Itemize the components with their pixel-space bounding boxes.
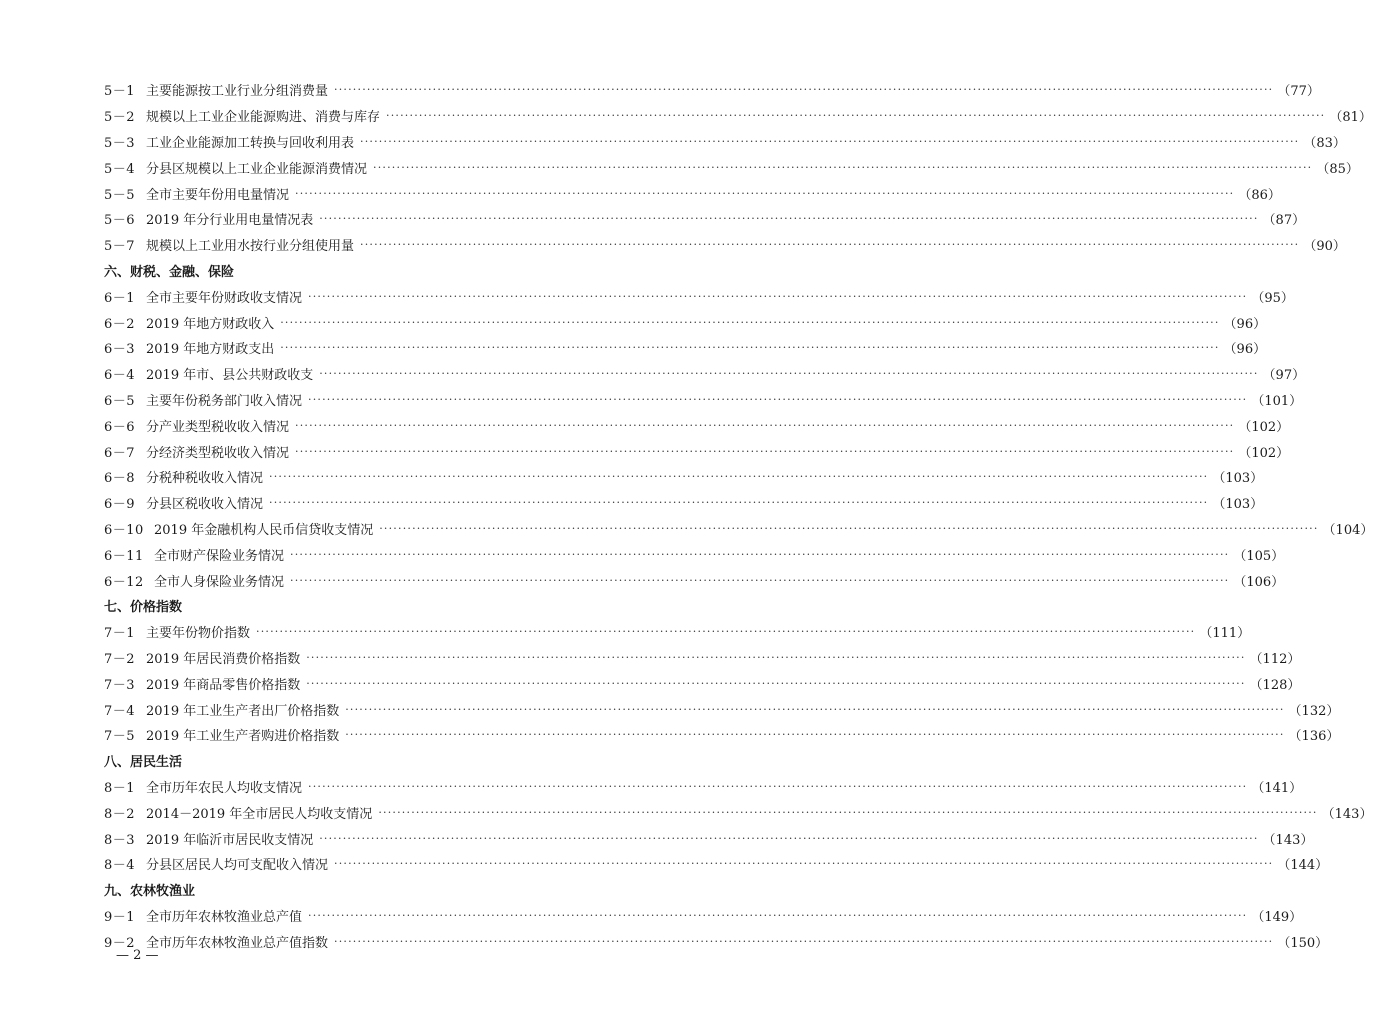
entry-number: 6－7 bbox=[104, 445, 136, 461]
entry-page-number: （96） bbox=[1223, 342, 1267, 358]
dot-leader: ········································································································································································································ bbox=[319, 831, 1259, 845]
entry-title: 全市主要年份用电量情况 bbox=[146, 187, 290, 203]
dot-leader: ········································································································································································································ bbox=[308, 908, 1248, 922]
dot-leader: ········································································································································································································ bbox=[334, 934, 1274, 948]
dot-leader: ········································································································································································································ bbox=[306, 676, 1246, 690]
entry-title: 全市人身保险业务情况 bbox=[154, 574, 285, 590]
entry-number: 6－11 bbox=[104, 548, 144, 564]
toc-entry[interactable] bbox=[104, 412, 1290, 438]
toc-entry[interactable] bbox=[104, 567, 1285, 593]
entry-page-number: （83） bbox=[1303, 135, 1346, 151]
dot-leader: ········································································································································································································ bbox=[334, 83, 1274, 97]
entry-title: 2014－2019 年全市居民人均收支情况 bbox=[146, 806, 373, 822]
entry-number: 5－7 bbox=[104, 239, 136, 255]
entry-page-number: （103） bbox=[1212, 497, 1264, 513]
entry-number: 5－3 bbox=[104, 135, 136, 151]
toc-entry[interactable] bbox=[104, 645, 1301, 671]
dot-leader: ········································································································································································································ bbox=[290, 573, 1230, 587]
entry-number: 7－1 bbox=[104, 626, 136, 642]
entry-page-number: （101） bbox=[1251, 393, 1303, 409]
entry-number: 7－2 bbox=[104, 651, 136, 667]
entry-page-number: （85） bbox=[1316, 161, 1359, 177]
entry-title: 2019 年金融机构人民币信贷收支情况 bbox=[154, 522, 374, 538]
entry-title: 2019 年市、县公共财政收支 bbox=[146, 368, 314, 384]
toc-entry[interactable] bbox=[104, 696, 1340, 722]
toc-entry[interactable] bbox=[104, 722, 1340, 748]
dot-leader: ········································································································································································································ bbox=[269, 496, 1209, 510]
entry-page-number: （150） bbox=[1277, 935, 1329, 951]
entry-number: 6－2 bbox=[104, 316, 136, 332]
toc-entry[interactable] bbox=[104, 77, 1320, 103]
entry-number: 5－6 bbox=[104, 213, 136, 229]
page-number: — 2 — bbox=[116, 948, 159, 963]
entry-page-number: （141） bbox=[1251, 780, 1303, 796]
dot-leader: ········································································································································································································ bbox=[345, 702, 1285, 716]
entry-number: 7－4 bbox=[104, 703, 136, 719]
toc-entry[interactable] bbox=[104, 928, 1329, 954]
section-heading: 七、价格指数 bbox=[104, 600, 183, 616]
entry-title: 2019 年工业生产者出厂价格指数 bbox=[146, 703, 340, 719]
entry-page-number: （95） bbox=[1251, 290, 1294, 306]
entry-title: 分县区规模以上工业企业能源消费情况 bbox=[146, 161, 368, 177]
toc-entry[interactable] bbox=[104, 516, 1373, 542]
entry-number: 8－2 bbox=[104, 806, 136, 822]
toc-entry[interactable] bbox=[104, 103, 1372, 129]
dot-leader: ········································································································································································································ bbox=[295, 444, 1235, 458]
toc-entry[interactable] bbox=[104, 232, 1346, 258]
entry-number: 8－1 bbox=[104, 780, 136, 796]
dot-leader: ········································································································································································································ bbox=[345, 728, 1285, 742]
section-heading: 六、财税、金融、保险 bbox=[104, 264, 235, 280]
entry-page-number: （96） bbox=[1223, 316, 1267, 332]
toc-entry[interactable] bbox=[104, 154, 1359, 180]
entry-title: 主要能源按工业行业分组消费量 bbox=[146, 84, 329, 100]
entry-title: 2019 年地方财政支出 bbox=[146, 342, 275, 358]
entry-title: 规模以上工业企业能源购进、消费与库存 bbox=[146, 110, 381, 126]
entry-page-number: （97） bbox=[1262, 368, 1306, 384]
entry-title: 2019 年分行业用电量情况表 bbox=[146, 213, 314, 229]
dot-leader: ········································································································································································································ bbox=[334, 857, 1274, 871]
entry-number: 6－8 bbox=[104, 471, 136, 487]
toc-entry[interactable] bbox=[104, 541, 1285, 567]
dot-leader: ········································································································································································································ bbox=[280, 315, 1220, 329]
entry-page-number: （106） bbox=[1233, 574, 1285, 590]
entry-page-number: （132） bbox=[1288, 703, 1340, 719]
entry-page-number: （77） bbox=[1277, 84, 1320, 100]
entry-page-number: （104） bbox=[1322, 522, 1373, 538]
entry-title: 分县区居民人均可支配收入情况 bbox=[146, 858, 329, 874]
entry-page-number: （103） bbox=[1212, 471, 1264, 487]
entry-page-number: （143） bbox=[1321, 806, 1373, 822]
entry-page-number: （143） bbox=[1262, 832, 1314, 848]
entry-title: 2019 年临沂市居民收支情况 bbox=[146, 832, 314, 848]
entry-page-number: （144） bbox=[1277, 858, 1329, 874]
entry-title: 2019 年工业生产者购进价格指数 bbox=[146, 729, 340, 745]
toc-entry[interactable] bbox=[104, 309, 1267, 335]
toc-entry[interactable] bbox=[104, 464, 1264, 490]
entry-title: 主要年份税务部门收入情况 bbox=[146, 393, 303, 409]
dot-leader: ········································································································································································································ bbox=[386, 109, 1326, 123]
entry-page-number: （112） bbox=[1249, 651, 1301, 667]
entry-number: 6－12 bbox=[104, 574, 144, 590]
entry-title: 分税种税收收入情况 bbox=[146, 471, 264, 487]
entry-number: 6－9 bbox=[104, 497, 136, 513]
entry-title: 规模以上工业用水按行业分组使用量 bbox=[146, 239, 355, 255]
table-of-contents bbox=[104, 77, 1373, 954]
entry-page-number: （111） bbox=[1199, 626, 1251, 642]
entry-page-number: （102） bbox=[1238, 419, 1290, 435]
entry-number: 7－5 bbox=[104, 729, 136, 745]
entry-number: 5－4 bbox=[104, 161, 136, 177]
entry-page-number: （102） bbox=[1238, 445, 1290, 461]
entry-title: 分经济类型税收收入情况 bbox=[146, 445, 290, 461]
entry-number: 6－5 bbox=[104, 393, 136, 409]
toc-entry[interactable] bbox=[104, 670, 1301, 696]
entry-number: 8－3 bbox=[104, 832, 136, 848]
dot-leader: ········································································································································································································ bbox=[360, 134, 1300, 148]
entry-page-number: （128） bbox=[1249, 677, 1301, 693]
entry-number: 6－1 bbox=[104, 290, 136, 306]
entry-page-number: （105） bbox=[1233, 548, 1285, 564]
entry-page-number: （86） bbox=[1238, 187, 1281, 203]
dot-leader: ········································································································································································································ bbox=[308, 392, 1248, 406]
entry-number: 8－4 bbox=[104, 858, 136, 874]
entry-number: 5－2 bbox=[104, 110, 136, 126]
toc-entry[interactable] bbox=[104, 825, 1314, 851]
entry-page-number: （136） bbox=[1288, 729, 1340, 745]
entry-number: 7－3 bbox=[104, 677, 136, 693]
dot-leader: ········································································································································································································ bbox=[360, 238, 1300, 252]
dot-leader: ········································································································································································································ bbox=[256, 625, 1196, 639]
dot-leader: ········································································································································································································ bbox=[378, 805, 1318, 819]
entry-title: 全市历年农林牧渔业总产值指数 bbox=[146, 935, 329, 951]
entry-number: 9－2 bbox=[104, 935, 136, 951]
entry-title: 2019 年居民消费价格指数 bbox=[146, 651, 301, 667]
dot-leader: ········································································································································································································ bbox=[308, 779, 1248, 793]
entry-title: 全市财产保险业务情况 bbox=[154, 548, 285, 564]
dot-leader: ········································································································································································································ bbox=[280, 341, 1220, 355]
toc-entry[interactable] bbox=[104, 180, 1281, 206]
dot-leader: ········································································································································································································ bbox=[306, 650, 1246, 664]
entry-number: 5－1 bbox=[104, 84, 136, 100]
toc-entry[interactable] bbox=[104, 129, 1346, 155]
entry-title: 全市主要年份财政收支情况 bbox=[146, 290, 303, 306]
toc-entry[interactable] bbox=[104, 490, 1264, 516]
dot-leader: ········································································································································································································ bbox=[290, 547, 1230, 561]
dot-leader: ········································································································································································································ bbox=[295, 186, 1235, 200]
entry-number: 6－3 bbox=[104, 342, 136, 358]
toc-entry[interactable] bbox=[104, 903, 1303, 929]
dot-leader: ········································································································································································································ bbox=[319, 367, 1259, 381]
entry-title: 分产业类型税收收入情况 bbox=[146, 419, 290, 435]
toc-entry[interactable] bbox=[104, 283, 1294, 309]
entry-number: 9－1 bbox=[104, 909, 136, 925]
entry-title: 分县区税收收入情况 bbox=[146, 497, 264, 513]
dot-leader: ········································································································································································································ bbox=[295, 418, 1235, 432]
dot-leader: ········································································································································································································ bbox=[373, 160, 1313, 174]
section-heading: 八、居民生活 bbox=[104, 755, 183, 771]
toc-entry[interactable] bbox=[104, 335, 1267, 361]
dot-leader: ········································································································································································································ bbox=[379, 521, 1319, 535]
entry-page-number: （149） bbox=[1251, 909, 1303, 925]
entry-page-number: （87） bbox=[1262, 213, 1306, 229]
toc-entry[interactable] bbox=[104, 438, 1290, 464]
entry-title: 主要年份物价指数 bbox=[146, 626, 251, 642]
dot-leader: ········································································································································································································ bbox=[319, 212, 1259, 226]
section-heading: 九、农林牧渔业 bbox=[104, 884, 196, 900]
entry-number: 6－4 bbox=[104, 368, 136, 384]
entry-page-number: （90） bbox=[1303, 239, 1346, 255]
entry-title: 2019 年商品零售价格指数 bbox=[146, 677, 301, 693]
toc-entry[interactable] bbox=[104, 206, 1306, 232]
toc-entry[interactable] bbox=[104, 851, 1329, 877]
entry-title: 全市历年农民人均收支情况 bbox=[146, 780, 303, 796]
entry-title: 工业企业能源加工转换与回收利用表 bbox=[146, 135, 355, 151]
entry-number: 5－5 bbox=[104, 187, 136, 203]
entry-number: 6－6 bbox=[104, 419, 136, 435]
entry-page-number: （81） bbox=[1329, 110, 1372, 126]
entry-title: 2019 年地方财政收入 bbox=[146, 316, 275, 332]
entry-number: 6－10 bbox=[104, 522, 144, 538]
toc-entry[interactable] bbox=[104, 619, 1251, 645]
toc-entry[interactable] bbox=[104, 774, 1303, 800]
toc-entry[interactable] bbox=[104, 799, 1373, 825]
entry-title: 全市历年农林牧渔业总产值 bbox=[146, 909, 303, 925]
toc-entry[interactable] bbox=[104, 387, 1303, 413]
dot-leader: ········································································································································································································ bbox=[308, 289, 1248, 303]
toc-entry[interactable] bbox=[104, 361, 1306, 387]
dot-leader: ········································································································································································································ bbox=[269, 470, 1209, 484]
